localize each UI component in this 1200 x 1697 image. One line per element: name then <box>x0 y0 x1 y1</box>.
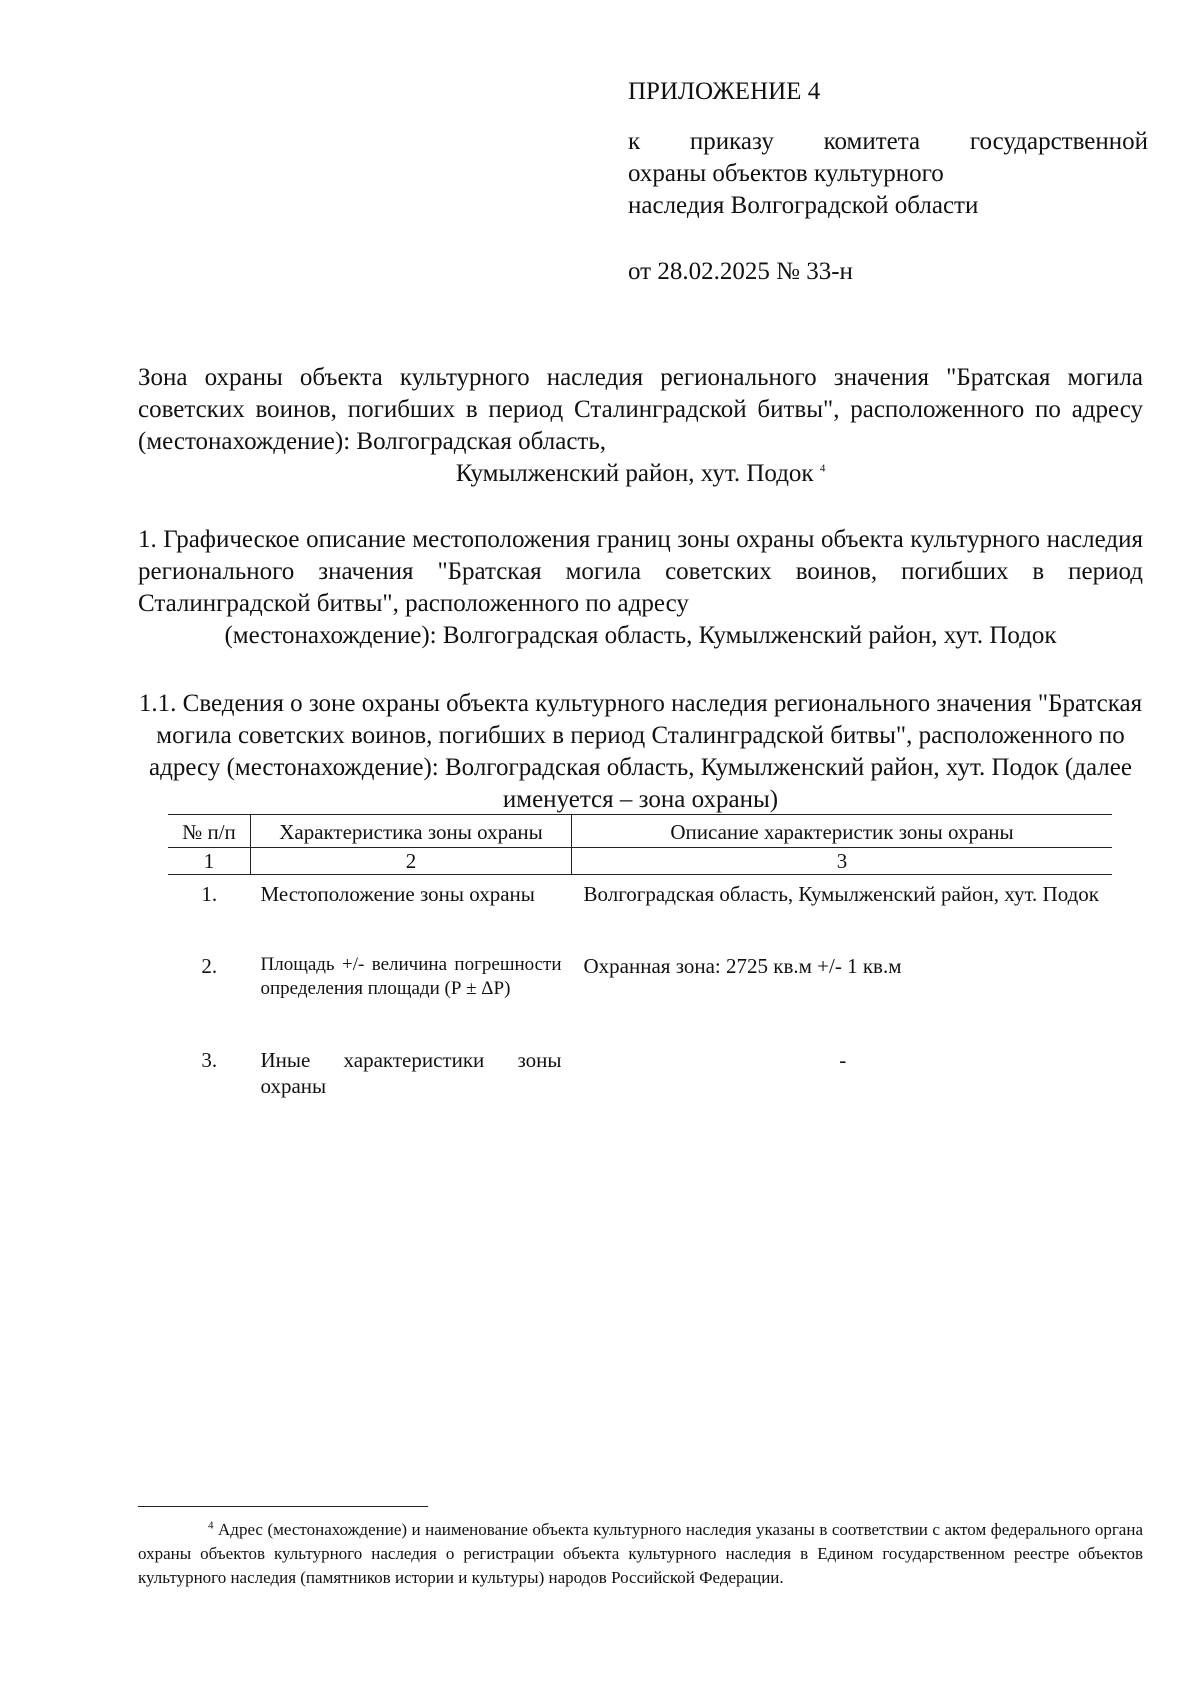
table-row <box>168 1041 1112 1139</box>
appendix-order-line-2: охраны объектов культурного <box>628 160 944 187</box>
appendix-header <box>628 76 1148 288</box>
document-title <box>138 362 1143 490</box>
footnote-separator <box>138 1506 428 1507</box>
row-description: Волгоградская область, Кумылженский район, хут. Подок <box>583 882 1100 906</box>
appendix-title: ПРИЛОЖЕНИЕ 4 <box>628 78 821 105</box>
appendix-order-line-1: к приказу комитета государственной <box>628 128 1148 155</box>
row-description: Охранная зона: 2725 кв.м +/- 1 кв.м <box>583 954 902 978</box>
header-cell-characteristic: Характеристика зоны охраны <box>251 815 572 848</box>
title-footnote-ref[interactable]: 4 <box>819 462 826 475</box>
appendix-order-line-3: наследия Волгоградской области <box>628 192 979 219</box>
table-header-row <box>168 815 1112 848</box>
table-row <box>168 947 1112 1041</box>
row-characteristic: Местоположение зоны охраны <box>260 882 535 906</box>
section-1-last-line: (местонахождение): Волгоградская область, Кумылженский район, хут. Подок <box>224 622 1057 649</box>
header-cell-number: № п/п <box>182 820 236 844</box>
footnote-number: 4 <box>208 1519 214 1532</box>
column-number-3: 3 <box>572 848 1113 875</box>
zone-info-table <box>168 814 1112 1139</box>
footnote <box>138 1518 1143 1590</box>
footnote-text: Адрес (местонахождение) и наименование объекта культурного наследия указаны в соответствии с актом федерального органа охраны объектов культурного наследия о регистрации объекта культурного наследия в Едином государственном реестре объектов культурного наследия (памятников истории и культуры) народов Российской Федерации. <box>138 1520 1143 1587</box>
section-1-text: 1. Графическое описание местоположения границ зоны охраны объекта культурного наследия регионального значения "Братская могила советских воинов, погибших в период Сталинградской битвы", расположенного по адресу <box>138 526 1143 617</box>
document-title-text: Зона охраны объекта культурного наследия регионального значения "Братская могила советских воинов, погибших в период Сталинградской битвы", расположенного по адресу (местонахождение): Волгоградская область, <box>138 364 1143 455</box>
section-1-heading <box>138 524 1143 652</box>
row-characteristic: Площадь +/- величина погрешности определения площади (Р ± ΔР) <box>260 954 562 999</box>
appendix-date: от 28.02.2025 № 33-н <box>628 258 853 285</box>
table-column-numbers-row <box>168 848 1112 875</box>
header-cell-description: Описание характеристик зоны охраны <box>572 815 1113 848</box>
row-description: - <box>839 1048 847 1072</box>
row-number: 3. <box>201 1048 218 1072</box>
column-number-1: 1 <box>168 848 251 875</box>
section-1-1-heading: 1.1. Сведения о зоне охраны объекта культурного наследия регионального значения "Братская могила советских воинов, погибших в период Сталинградской битвы", расположенного по адресу (местонахождение): Волгоградская область, Кумылженский район, хут. Подок (далее именуется – зона охраны) <box>138 690 1143 813</box>
table-row <box>168 875 1112 948</box>
document-title-last-line: Кумылженский район, хут. Подок <box>455 460 814 487</box>
row-characteristic: Иные характеристики зоны охраны <box>260 1048 562 1098</box>
row-number: 1. <box>201 882 218 906</box>
column-number-2: 2 <box>251 848 572 875</box>
row-number: 2. <box>201 954 218 978</box>
